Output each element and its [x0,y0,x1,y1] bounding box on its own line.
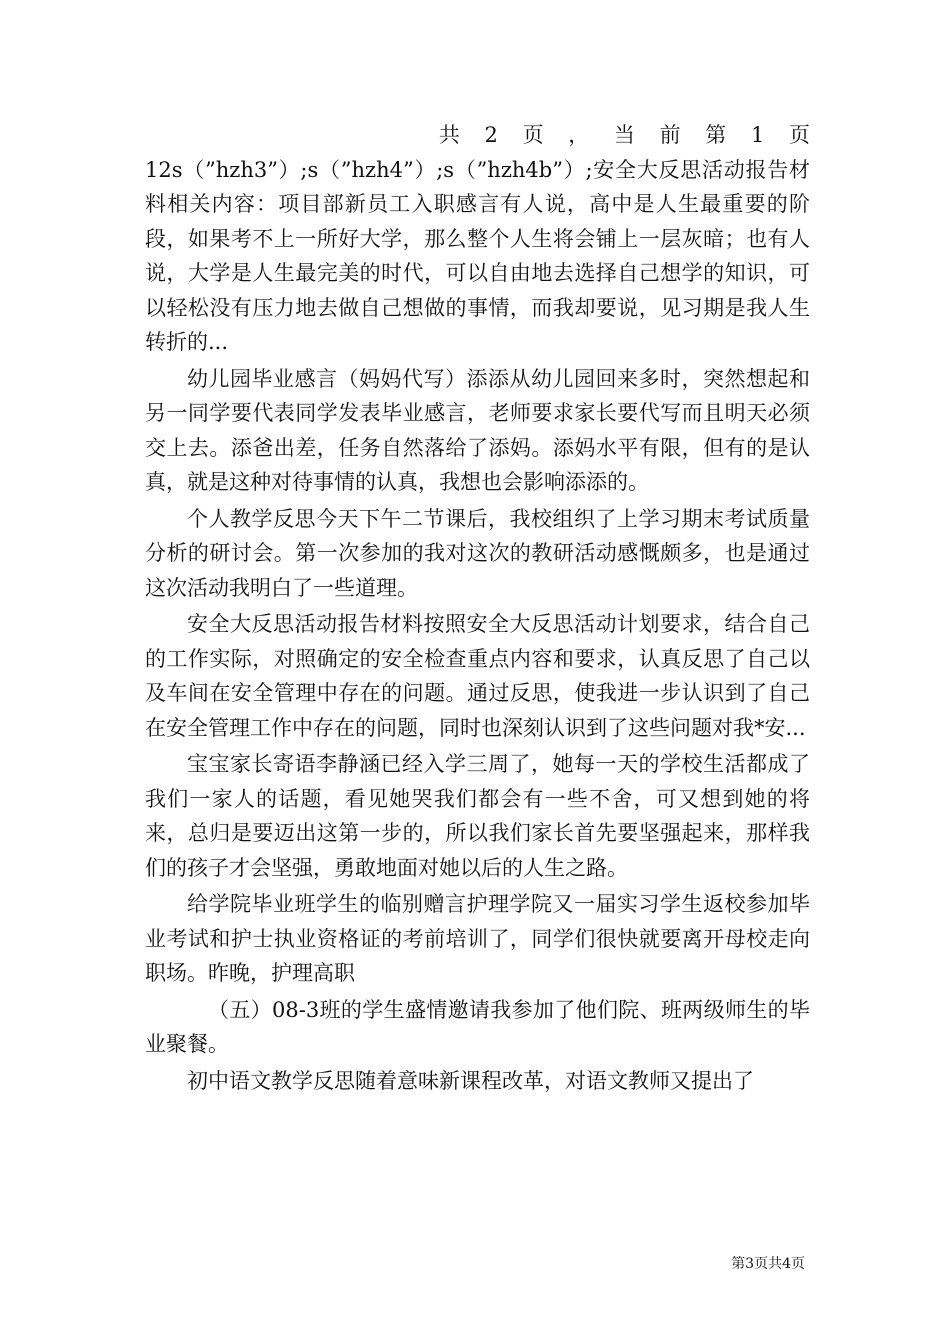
paragraph-1: 12s（”hzh3”）;s（”hzh4”）;s（”hzh4b”）;安全大反思活动报告材料相关内容：项目部新员工入职感言有人说，高中是人生最重要的阶段，如果考不上一所好大学，那么整个人生将会铺上一层灰暗；也有人说，大学是人生最完美的时代，可以自由地去选择自己想学的知识，可以轻松没有压力地去做自己想做的事情，而我却要说，见习期是我人生转折的... [145,157,810,354]
paragraph-6: 给学院毕业班学生的临别赠言护理学院又一届实习学生返校参加毕业考试和护士执业资格证的考前培训了，同学们很快就要离开母校走向职场。昨晚，护理高职 [145,892,810,985]
paragraph-7: （五）08-3班的学生盛情邀请我参加了他们院、班两级师生的毕业聚餐。 [145,997,810,1056]
page-footer: 第3页共4页 [731,1256,805,1272]
paragraph-8: 初中语文教学反思随着意味新课程改革，对语文教师又提出了 [187,1068,754,1093]
document-page [145,118,810,1098]
page-info-header [145,118,810,153]
paragraph-2: 幼儿园毕业感言（妈妈代写）添添从幼儿园回来多时，突然想起和另一同学要代表同学发表毕业感言，老师要求家长要代写而且明天必须交上去。添爸出差，任务自然落给了添妈。添妈水平有限，但有的是认真，就是这种对待事情的认真，我想也会影响添添的。 [145,366,810,494]
paragraph-5: 宝宝家长寄语李静涵已经入学三周了，她每一天的学校生活都成了我们一家人的话题，看见她哭我们都会有一些不舍，可又想到她的将来，总归是要迈出这第一步的，所以我们家长首先要坚强起来，那样我们的孩子才会坚强，勇敢地面对她以后的人生之路。 [145,752,810,880]
paragraph-3: 个人教学反思今天下午二节课后，我校组织了上学习期末考试质量分析的研讨会。第一次参加的我对这次的教研活动感慨颇多，也是通过这次活动我明白了一些道理。 [145,506,810,600]
page-info-text: 共 2 页 ， 当 前 第 1 页 [438,123,810,147]
paragraph-4: 安全大反思活动报告材料按照安全大反思活动计划要求，结合自己的工作实际，对照确定的安全检查重点内容和要求，认真反思了自己以及车间在安全管理中存在的问题。通过反思，使我进一步认识到了自己在安全管理工作中存在的问题，同时也深刻认识到了这些问题对我*安... [145,612,810,740]
